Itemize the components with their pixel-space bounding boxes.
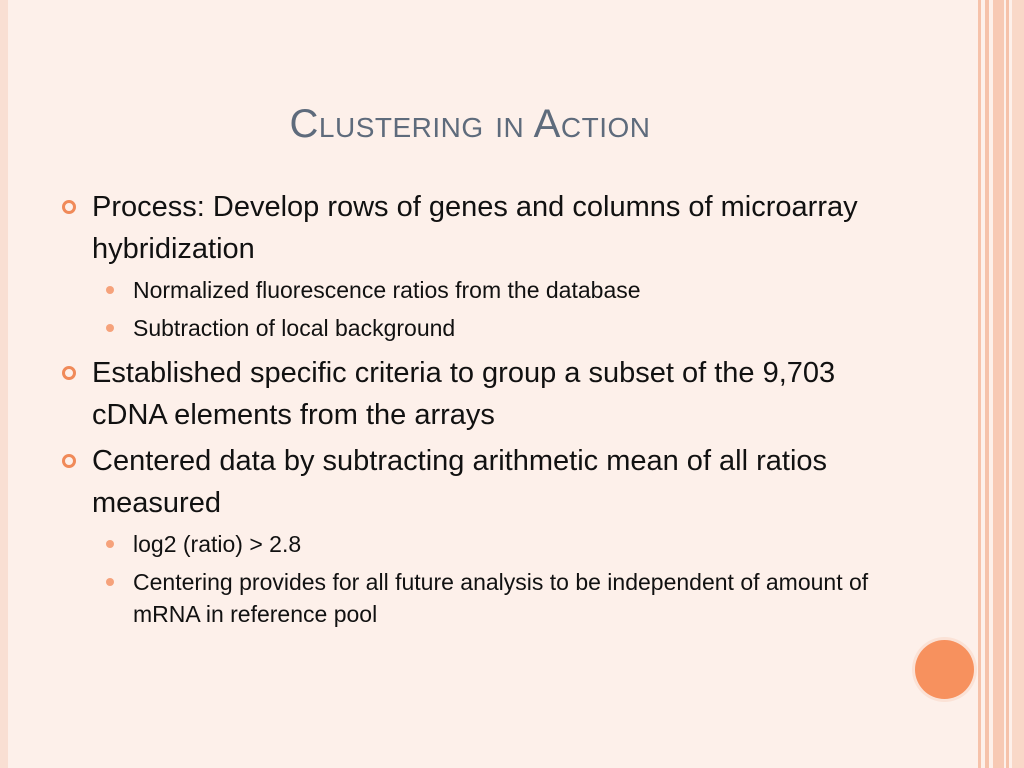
right-decor-stripe	[993, 0, 1004, 768]
sub-bullet-text: Subtraction of local background	[133, 315, 456, 341]
bullet-item	[62, 186, 892, 270]
sub-bullet-text: log2 (ratio) > 2.8	[133, 531, 302, 557]
ring-bullet-icon	[62, 366, 76, 380]
sub-bullet-item	[102, 566, 892, 630]
bullet-item	[62, 440, 892, 524]
ring-bullet-icon	[62, 454, 76, 468]
sub-bullet-text: Normalized fluorescence ratios from the database	[133, 277, 641, 303]
sub-bullet-marker	[102, 566, 133, 598]
sub-bullet-marker	[102, 312, 133, 344]
sub-bullet-marker	[102, 274, 133, 306]
right-decor-stripe	[985, 0, 989, 768]
sub-bullet-marker	[102, 528, 133, 560]
dot-bullet-icon	[106, 578, 114, 586]
right-decor-stripe	[1006, 0, 1009, 768]
bullet-item	[62, 352, 892, 436]
bullet-text: Process: Develop rows of genes and columns of microarray hybridization	[92, 191, 858, 265]
right-decor-stripe	[1012, 0, 1024, 768]
sub-bullet-item	[102, 274, 892, 306]
bullet-text: Established specific criteria to group a subset of the 9,703 cDNA elements from the arrays	[92, 357, 836, 431]
sub-bullet-item	[102, 528, 892, 560]
bullet-marker	[62, 440, 92, 482]
dot-bullet-icon	[106, 286, 114, 294]
bullet-marker	[62, 186, 92, 228]
right-decor-stripe	[978, 0, 981, 768]
sub-bullet-item	[102, 312, 892, 344]
bullet-marker	[62, 352, 92, 394]
dot-bullet-icon	[106, 324, 114, 332]
slide-title: Clustering in Action	[289, 102, 651, 146]
dot-bullet-icon	[106, 540, 114, 548]
bullet-list	[62, 186, 892, 630]
bullet-text: Centered data by subtracting arithmetic mean of all ratios measured	[92, 445, 828, 519]
ring-bullet-icon	[62, 200, 76, 214]
decorative-orange-circle	[915, 640, 974, 699]
sub-bullet-text: Centering provides for all future analysis to be independent of amount of mRNA in reference pool	[133, 569, 869, 627]
